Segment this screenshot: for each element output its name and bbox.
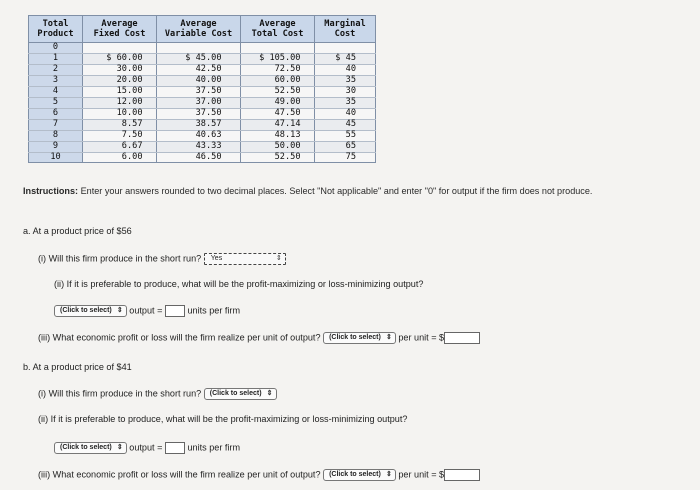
- part-b-q2-select-label: (Click to select): [60, 444, 112, 451]
- cell-value: 72.50: [274, 63, 301, 74]
- table-row: [29, 141, 376, 152]
- cell-value: 12.00: [116, 96, 143, 107]
- part-b-q2-answer-row: [54, 442, 240, 454]
- instructions-label: Instructions:: [23, 186, 79, 196]
- cell-average-fixed-cost: [83, 86, 157, 97]
- table-row: [29, 75, 376, 86]
- cell-total-product: 8: [29, 130, 83, 141]
- cell-total-product: 4: [29, 86, 83, 97]
- cell-value: 52.50: [274, 151, 301, 162]
- cell-total-product: 0: [29, 43, 83, 54]
- cell-total-product: 7: [29, 119, 83, 130]
- part-b-q1-text: (i) Will this firm produce in the short run?: [38, 388, 202, 399]
- cell-value: 46.50: [195, 151, 222, 162]
- cell-value: 52.50: [274, 85, 301, 96]
- cell-average-variable-cost: [157, 86, 241, 97]
- header-line: Marginal: [324, 19, 366, 29]
- cell-marginal-cost: [315, 130, 376, 141]
- part-a-q3-select-label: (Click to select): [329, 334, 381, 341]
- table-row: [29, 119, 376, 130]
- table-row: [29, 152, 376, 163]
- cell-average-variable-cost: [157, 152, 241, 163]
- cell-total-product: 2: [29, 64, 83, 75]
- updown-chevron-icon: ⇕: [116, 307, 123, 314]
- cell-value: 37.50: [195, 107, 222, 118]
- cost-table-header-row: [29, 16, 376, 43]
- cell-average-fixed-cost: [83, 141, 157, 152]
- cell-value: 37.00: [195, 96, 222, 107]
- part-b-q2-text: (ii) If it is preferable to produce, what will be the profit-maximizing or loss-minimizing output?: [38, 414, 408, 424]
- cell-average-total-cost: [241, 43, 315, 54]
- updown-chevron-icon: ⇕: [116, 444, 123, 451]
- part-b-q3-text: (iii) What economic profit or loss will the firm realize per unit of output?: [38, 469, 321, 480]
- updown-chevron-icon: ⇕: [385, 471, 392, 478]
- cell-value: 7.50: [121, 129, 143, 140]
- updown-chevron-icon: ⇕: [275, 255, 282, 262]
- cell-value: 43.33: [195, 140, 222, 151]
- cell-value: 10.00: [116, 107, 143, 118]
- table-row: [29, 130, 376, 141]
- cell-value: 35: [345, 96, 356, 107]
- header-marginal-cost: [315, 16, 376, 43]
- cell-value: 30: [345, 85, 356, 96]
- part-a-q3-row: [38, 332, 480, 344]
- part-a-q3-select[interactable]: [323, 332, 396, 344]
- part-a-output-input[interactable]: [165, 305, 185, 317]
- part-a-heading: a. At a product price of $56: [23, 226, 132, 236]
- header-line: Variable Cost: [164, 29, 233, 39]
- cell-average-fixed-cost: [83, 119, 157, 130]
- cell-average-variable-cost: [157, 130, 241, 141]
- cell-value: 30.00: [116, 63, 143, 74]
- header-line: Average: [180, 19, 217, 29]
- cell-marginal-cost: [315, 43, 376, 54]
- cost-table-container: [28, 15, 375, 163]
- part-a-output-label: output =: [129, 305, 163, 316]
- cell-average-fixed-cost: [83, 108, 157, 119]
- cell-marginal-cost: [315, 119, 376, 130]
- cell-average-variable-cost: [157, 43, 241, 54]
- cell-value: 40.00: [195, 74, 222, 85]
- cell-total-product: 5: [29, 97, 83, 108]
- cell-value: 35: [345, 74, 356, 85]
- cell-value: $ 60.00: [106, 52, 143, 63]
- cell-average-total-cost: [241, 108, 315, 119]
- cost-table: [28, 15, 376, 163]
- cell-value: 38.57: [195, 118, 222, 129]
- table-row: [29, 64, 376, 75]
- part-b-output-input[interactable]: [165, 442, 185, 454]
- header-line: Average: [101, 19, 138, 29]
- part-b-q1-select-label: (Click to select): [209, 390, 262, 397]
- cell-total-product: 10: [29, 152, 83, 163]
- table-row: [29, 53, 376, 64]
- cell-value: 6.67: [121, 140, 143, 151]
- header-average-total-cost: [241, 16, 315, 43]
- cell-marginal-cost: [315, 75, 376, 86]
- cell-value: 75: [345, 151, 356, 162]
- cell-value: 49.00: [274, 96, 301, 107]
- cell-marginal-cost: [315, 97, 376, 108]
- table-row: [29, 43, 376, 54]
- header-average-variable-cost: [157, 16, 241, 43]
- header-line: Cost: [334, 29, 356, 39]
- cell-average-total-cost: [241, 75, 315, 86]
- cell-average-fixed-cost: [83, 64, 157, 75]
- cell-value: 8.57: [121, 118, 143, 129]
- cell-value: 47.14: [274, 118, 301, 129]
- cell-value: 45: [345, 118, 356, 129]
- part-b-q1-select[interactable]: [204, 388, 277, 400]
- cell-value: 40: [345, 63, 356, 74]
- cell-average-total-cost: [241, 141, 315, 152]
- cell-average-total-cost: [241, 64, 315, 75]
- cell-value: 42.50: [195, 63, 222, 74]
- table-row: [29, 108, 376, 119]
- cell-total-product: 6: [29, 108, 83, 119]
- part-b-q3-row: [38, 469, 480, 481]
- cell-value: $ 45: [335, 52, 356, 63]
- cell-total-product: 3: [29, 75, 83, 86]
- cell-value: 20.00: [116, 74, 143, 85]
- header-total-product: [29, 16, 83, 43]
- cell-average-total-cost: [241, 130, 315, 141]
- part-a-q1-text: (i) Will this firm produce in the short run?: [38, 253, 202, 264]
- cell-average-variable-cost: [157, 119, 241, 130]
- part-b-q2-select[interactable]: [54, 442, 127, 454]
- part-a-q1-row: [38, 253, 286, 265]
- cell-total-product: 9: [29, 141, 83, 152]
- cell-average-total-cost: [241, 53, 315, 64]
- cell-average-total-cost: [241, 152, 315, 163]
- part-b-q3-select-label: (Click to select): [329, 471, 381, 478]
- header-line: Total Cost: [251, 29, 304, 39]
- cell-average-variable-cost: [157, 141, 241, 152]
- cell-average-fixed-cost: [83, 152, 157, 163]
- cell-value: 15.00: [116, 85, 143, 96]
- cell-value: 37.50: [195, 85, 222, 96]
- cell-average-total-cost: [241, 86, 315, 97]
- header-average-fixed-cost: [83, 16, 157, 43]
- cell-value: $ 105.00: [259, 52, 301, 63]
- cell-value: 47.50: [274, 107, 301, 118]
- part-a-q1-selected-value: Yes: [210, 255, 223, 262]
- part-a-q2-answer-row: [54, 305, 240, 317]
- part-b-per-unit-input[interactable]: [444, 469, 480, 481]
- header-line: Average: [259, 19, 296, 29]
- part-b-units-label: units per firm: [187, 442, 241, 453]
- updown-chevron-icon: ⇕: [266, 390, 273, 397]
- part-a-per-unit-label: per unit = $: [398, 332, 445, 343]
- cell-value: 55: [345, 129, 356, 140]
- cell-value: 50.00: [274, 140, 301, 151]
- cell-average-variable-cost: [157, 75, 241, 86]
- instructions: [23, 185, 683, 197]
- cell-marginal-cost: [315, 86, 376, 97]
- cell-average-fixed-cost: [83, 43, 157, 54]
- part-a-units-label: units per firm: [187, 305, 241, 316]
- cell-value: 40.63: [195, 129, 222, 140]
- cell-average-variable-cost: [157, 64, 241, 75]
- part-a-per-unit-input[interactable]: [444, 332, 480, 344]
- part-a-q3-text: (iii) What economic profit or loss will the firm realize per unit of output?: [38, 332, 321, 343]
- cell-average-variable-cost: [157, 53, 241, 64]
- cell-average-fixed-cost: [83, 75, 157, 86]
- cell-marginal-cost: [315, 152, 376, 163]
- part-b-output-label: output =: [129, 442, 163, 453]
- cell-average-total-cost: [241, 97, 315, 108]
- cell-value: 65: [345, 140, 356, 151]
- cell-average-fixed-cost: [83, 130, 157, 141]
- header-line: Fixed Cost: [93, 29, 146, 39]
- part-b-per-unit-label: per unit = $: [398, 469, 445, 480]
- cell-value: $ 45.00: [185, 52, 222, 63]
- header-line: Product: [37, 29, 74, 39]
- cell-value: 40: [345, 107, 356, 118]
- part-a-q2-text: (ii) If it is preferable to produce, what will be the profit-maximizing or loss-minimizing output?: [54, 279, 424, 289]
- cell-average-fixed-cost: [83, 97, 157, 108]
- cell-value: 48.13: [274, 129, 301, 140]
- cell-average-total-cost: [241, 119, 315, 130]
- cell-value: 6.00: [121, 151, 143, 162]
- cell-marginal-cost: [315, 141, 376, 152]
- part-b-q3-select[interactable]: [323, 469, 396, 481]
- part-a-q1-select[interactable]: [204, 253, 286, 265]
- cell-marginal-cost: [315, 64, 376, 75]
- cell-marginal-cost: [315, 108, 376, 119]
- part-a-q2-select-label: (Click to select): [60, 307, 112, 314]
- instructions-text: Enter your answers rounded to two decimal places. Select "Not applicable" and enter "0" for output if the firm does not produce.: [78, 186, 593, 196]
- cell-average-variable-cost: [157, 97, 241, 108]
- part-b-heading: b. At a product price of $41: [23, 362, 132, 372]
- table-row: [29, 86, 376, 97]
- part-a-q2-select[interactable]: [54, 305, 127, 317]
- part-b-q1-row: [38, 388, 277, 400]
- updown-chevron-icon: ⇕: [385, 334, 392, 341]
- cell-average-fixed-cost: [83, 53, 157, 64]
- table-row: [29, 97, 376, 108]
- cell-value: 60.00: [274, 74, 301, 85]
- cell-marginal-cost: [315, 53, 376, 64]
- cell-average-variable-cost: [157, 108, 241, 119]
- cell-total-product: 1: [29, 53, 83, 64]
- header-line: Total: [42, 19, 69, 29]
